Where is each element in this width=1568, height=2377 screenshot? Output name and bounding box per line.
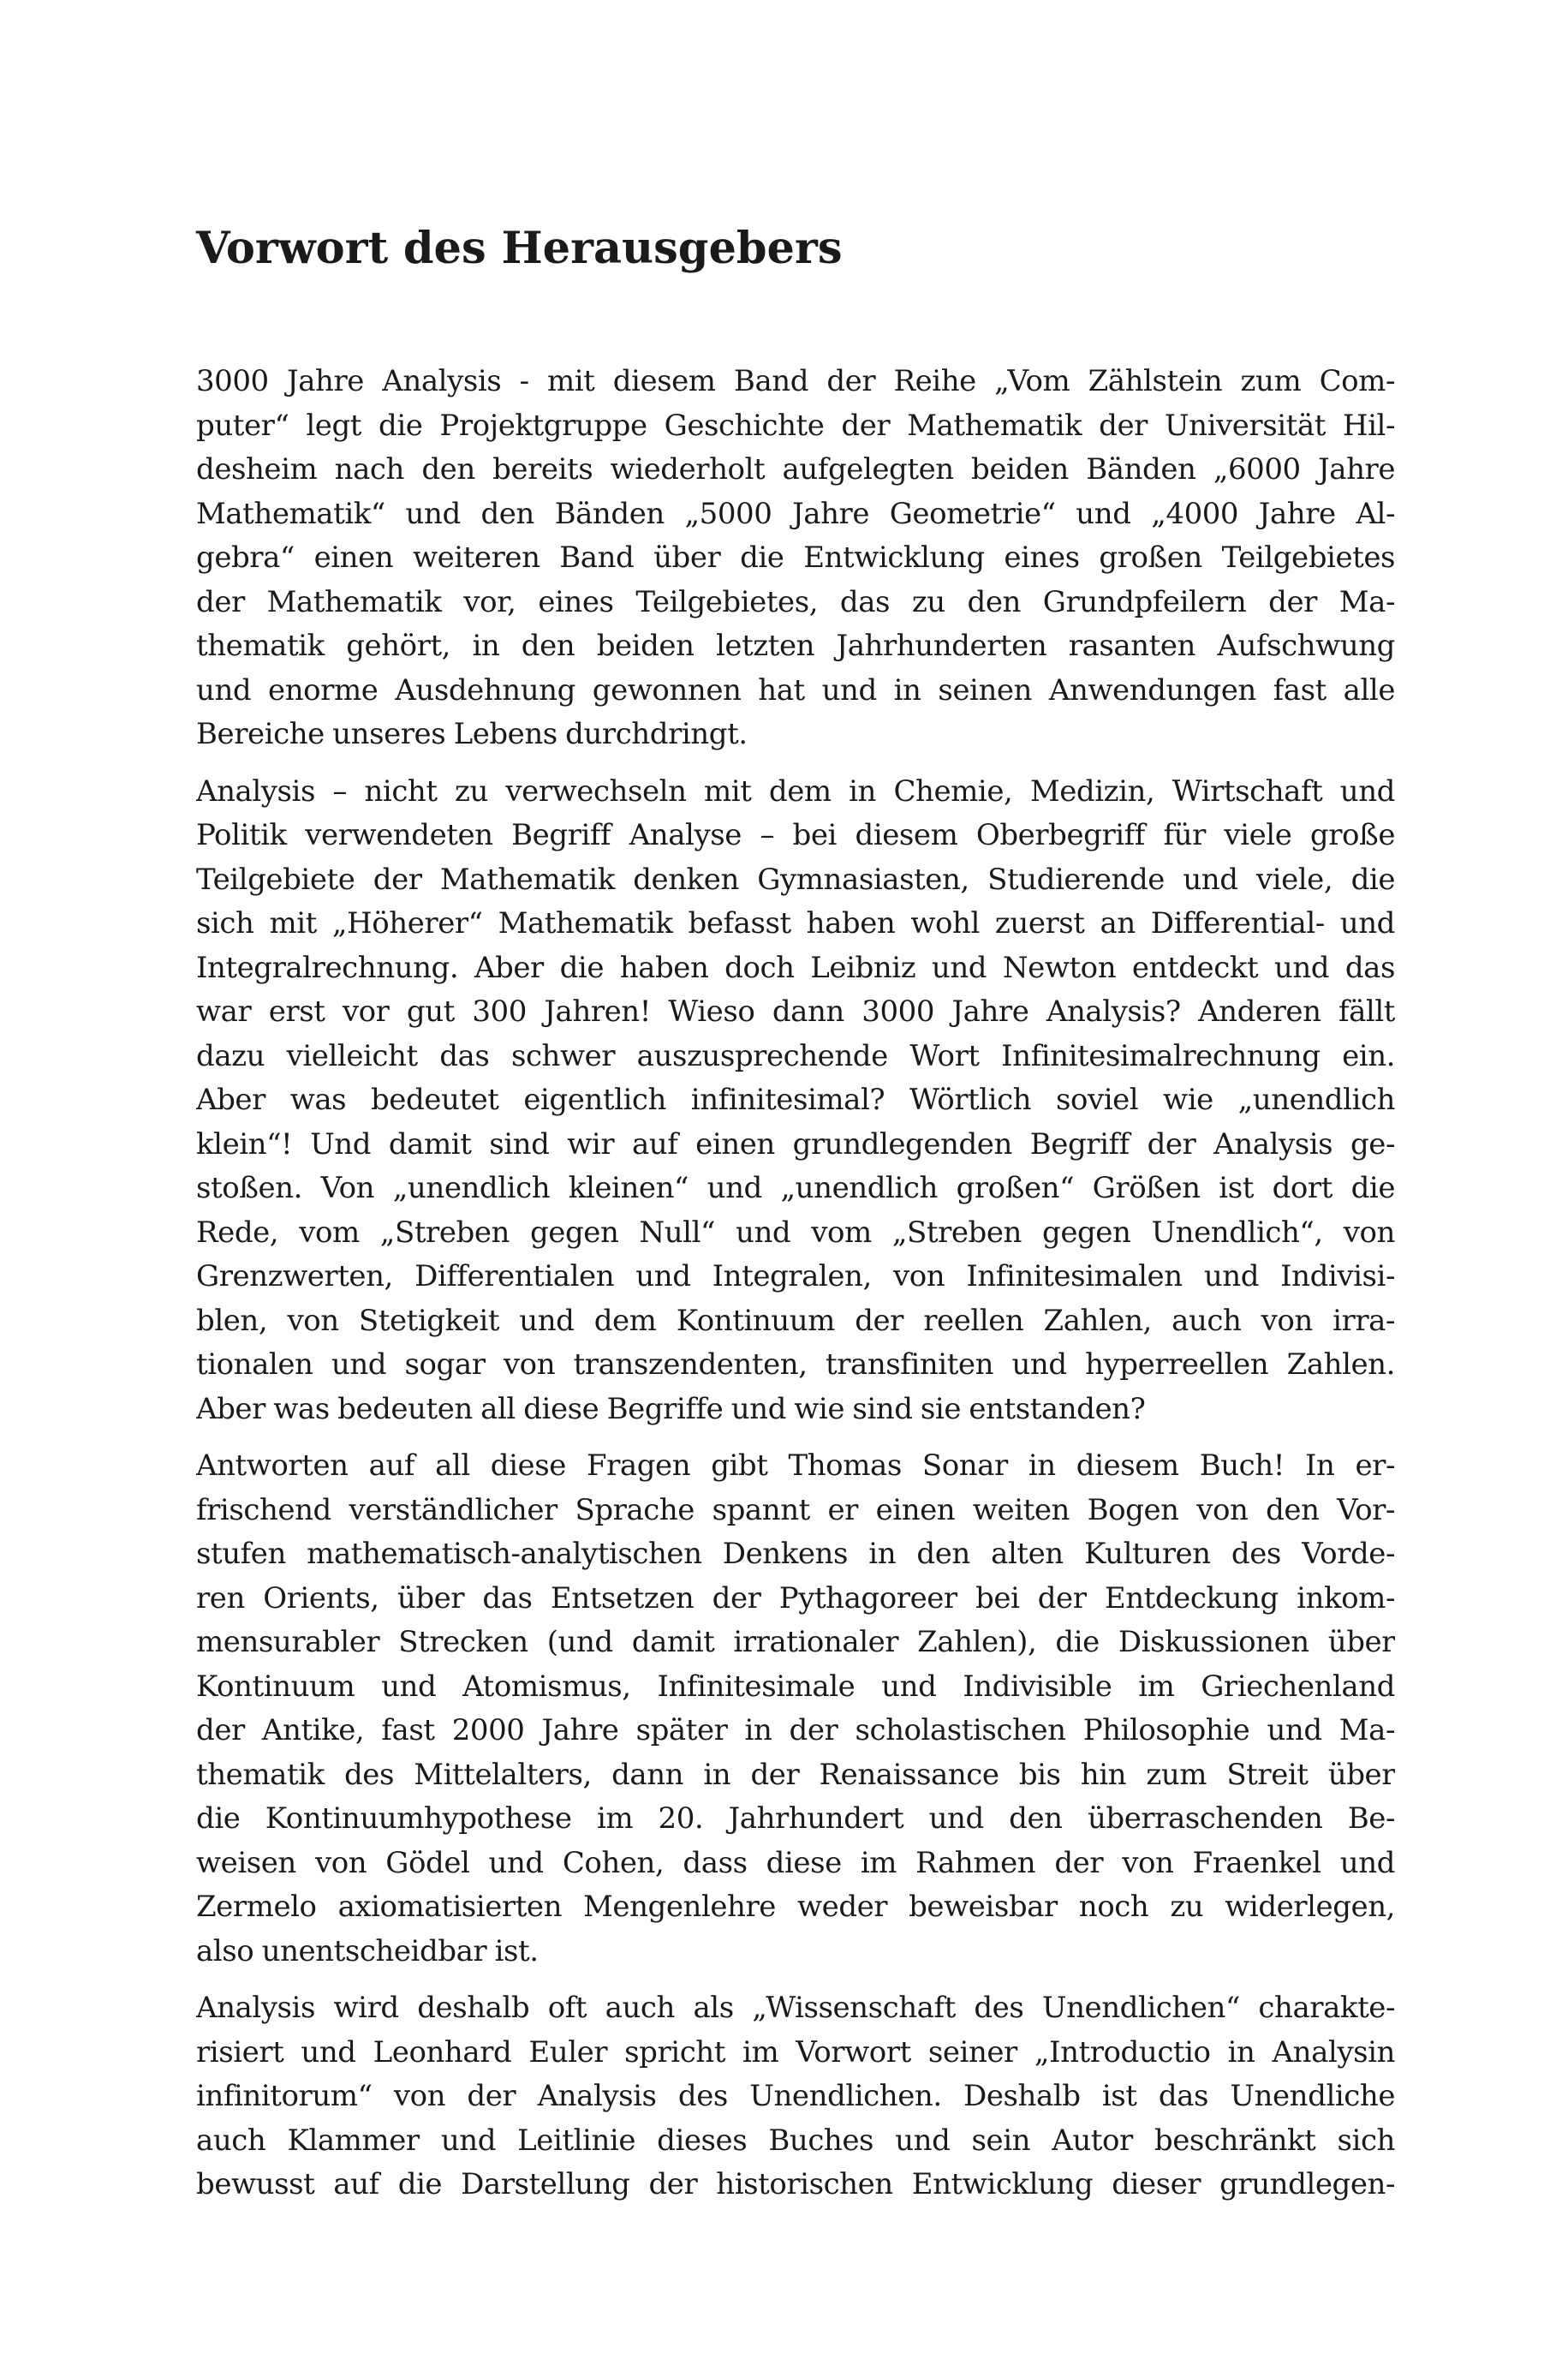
text-line: thematik des Mittelalters, dann in der Renaissance bis hin zum Streit über [196,1757,1395,1792]
text-line: desheim nach den bereits wiederholt aufgelegten beiden Bänden „6000 Jahre [196,452,1395,487]
paragraph-4 [196,1986,1395,2207]
text-line: also unentscheidbar ist. [196,1933,539,1968]
text-line: Rede, vom „Streben gegen Null“ und vom „Streben gegen Unendlich“, von [196,1215,1395,1250]
text-line: stufen mathematisch-analytischen Denkens in den alten Kulturen des Vorde- [196,1537,1395,1571]
text-line: Integralrechnung. Aber die haben doch Leibniz und Newton entdeckt und das [196,950,1395,985]
text-line: klein“! Und damit sind wir auf einen grundlegenden Begriff der Analysis ge- [196,1126,1395,1162]
text-line: Teilgebiete der Mathematik denken Gymnasiasten, Studierende und viele, die [196,862,1395,897]
text-line: sich mit „Höherer“ Mathematik befasst haben wohl zuerst an Differential- und [196,906,1395,941]
text-line: mensurabler Strecken (und damit irrationaler Zahlen), die Diskussionen über [196,1625,1395,1659]
paragraph-gap [196,1431,1395,1444]
text-line: Politik verwendeten Begriff Analyse – bei diesem Oberbegriff für viele große [196,818,1395,852]
text-line: Zermelo axiomatisierten Mengenlehre weder beweisbar noch zu widerlegen, [196,1890,1395,1924]
text-line: thematik gehört, in den beiden letzten Jahrhunderten rasanten Aufschwung [196,629,1395,663]
paragraph-3 [196,1444,1395,1974]
text-line: Aber was bedeutet eigentlich infinitesimal? Wörtlich soviel wie „unendlich [196,1083,1395,1117]
text-line: ren Orients, über das Entsetzen der Pythagoreer bei der Entdeckung inkom- [196,1580,1395,1616]
text-line: die Kontinuumhypothese im 20. Jahrhundert und den überraschenden Be- [196,1801,1395,1836]
paragraph-1 [196,360,1395,757]
page-title: Vorwort des Herausgebers [196,223,843,274]
text-line: frischend verständlicher Sprache spannt er einen weiten Bogen von den Vor- [196,1492,1395,1527]
body-text [196,360,1395,2207]
text-line: Kontinuum und Atomismus, Infinitesimale und Indivisible im Griechenland [196,1669,1395,1704]
text-line: weisen von Gödel und Cohen, dass diese im Rahmen der von Fraenkel und [196,1845,1395,1880]
text-line: stoßen. Von „unendlich kleinen“ und „unendlich großen“ Größen ist dort die [196,1171,1395,1205]
text-line: und enorme Ausdehnung gewonnen hat und in seinen Anwendungen fast alle [196,672,1395,708]
text-line: gebra“ einen weiteren Band über die Entwicklung eines großen Teilgebietes [196,540,1395,575]
text-line: der Mathematik vor, eines Teilgebietes, das zu den Grundpfeilern der Ma- [196,584,1395,619]
paragraph-gap [196,1974,1395,1986]
text-line: 3000 Jahre Analysis - mit diesem Band der Reihe „Vom Zählstein zum Com- [196,364,1395,398]
text-line: bewusst auf die Darstellung der historischen Entwicklung dieser grundlegen- [196,2167,1395,2201]
text-line: Antworten auf all diese Fragen gibt Thomas Sonar in diesem Buch! In er- [196,1448,1395,1483]
text-line: tionalen und sogar von transzendenten, transfiniten und hyperreellen Zahlen. [196,1347,1395,1382]
text-line: der Antike, fast 2000 Jahre später in der scholastischen Philosophie und Ma- [196,1713,1395,1747]
text-line: risiert und Leonhard Euler spricht im Vorwort seiner „Introductio in Analysin [196,2034,1395,2069]
text-line: puter“ legt die Projektgruppe Geschichte der Mathematik der Universität Hil- [196,408,1395,443]
text-line: infinitorum“ von der Analysis des Unendlichen. Deshalb ist das Unendliche [196,2079,1395,2113]
text-line: blen, von Stetigkeit und dem Kontinuum der reellen Zahlen, auch von irra- [196,1303,1395,1338]
paragraph-2 [196,770,1395,1432]
paragraph-gap [196,757,1395,770]
text-line: dazu vielleicht das schwer auszusprechende Wort Infinitesimalrechnung ein. [196,1038,1395,1073]
text-line: Mathematik“ und den Bänden „5000 Jahre Geometrie“ und „4000 Jahre Al- [196,496,1395,531]
text-line: Bereiche unseres Lebens durchdringt. [196,717,748,751]
text-line: Analysis wird deshalb oft auch als „Wissenschaft des Unendlichen“ charakte- [196,1991,1395,2025]
text-line: auch Klammer und Leitlinie dieses Buches und sein Autor beschränkt sich [196,2123,1395,2158]
text-line: war erst vor gut 300 Jahren! Wieso dann 3000 Jahre Analysis? Anderen fällt [196,994,1395,1029]
text-line: Aber was bedeuten all diese Begriffe und wie sind sie entstanden? [196,1391,1146,1426]
text-line: Grenzwerten, Differentialen und Integralen, von Infinitesimalen und Indivisi- [196,1259,1395,1293]
text-line: Analysis – nicht zu verwechseln mit dem in Chemie, Medizin, Wirtschaft und [196,773,1395,809]
